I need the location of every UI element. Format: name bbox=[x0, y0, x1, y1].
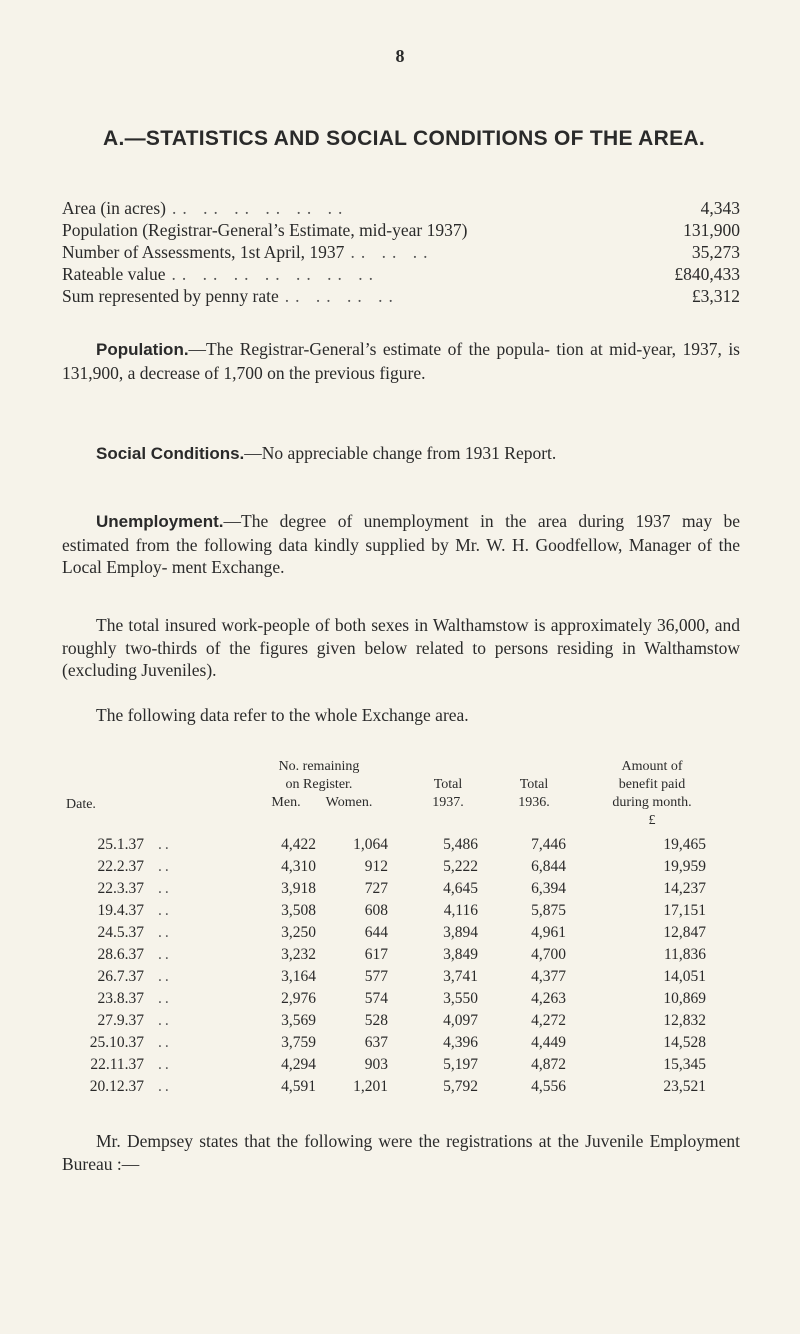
header-remaining-line2: on Register. bbox=[285, 777, 353, 792]
cell-total-1937: 3,550 bbox=[443, 990, 478, 1007]
table-row bbox=[62, 902, 742, 924]
cell-women: 727 bbox=[364, 880, 388, 897]
row-leader: .. bbox=[158, 1078, 172, 1095]
row-leader: .. bbox=[158, 1012, 172, 1029]
stat-value: £840,433 bbox=[674, 264, 740, 284]
row-leader: .. bbox=[158, 858, 172, 875]
exchange-paragraph: The following data refer to the whole Exchange area. bbox=[96, 705, 469, 725]
section-heading: A.—STATISTICS AND SOCIAL CONDITIONS OF THE AREA. bbox=[102, 127, 706, 150]
cell-date: 28.6.37 bbox=[97, 946, 144, 963]
cell-total-1936: 4,961 bbox=[531, 924, 566, 941]
cell-total-1936: 4,872 bbox=[531, 1056, 566, 1073]
stat-row-area bbox=[62, 198, 740, 220]
cell-total-1937: 4,645 bbox=[443, 880, 478, 897]
social-conditions-paragraph bbox=[62, 442, 740, 466]
header-benefit-line1: Amount of bbox=[621, 759, 683, 774]
cell-date: 24.5.37 bbox=[97, 924, 144, 941]
page-number: 8 bbox=[395, 46, 405, 66]
table-row bbox=[62, 1078, 742, 1100]
cell-women: 608 bbox=[364, 902, 388, 919]
cell-total-1937: 4,097 bbox=[443, 1012, 478, 1029]
header-men: Men. bbox=[271, 795, 301, 810]
cell-total-1937: 4,396 bbox=[443, 1034, 478, 1051]
statistics-list bbox=[62, 198, 740, 308]
cell-total-1936: 6,844 bbox=[531, 858, 566, 875]
table-row bbox=[62, 924, 742, 946]
cell-date: 23.8.37 bbox=[97, 990, 144, 1007]
stat-leader: .. .. .. .. .. .. .. bbox=[171, 264, 379, 284]
table-row bbox=[62, 990, 742, 1012]
cell-men: 2,976 bbox=[281, 990, 316, 1007]
cell-women: 644 bbox=[364, 924, 388, 941]
cell-men: 3,250 bbox=[281, 924, 316, 941]
cell-benefit: 11,836 bbox=[663, 946, 706, 963]
cell-date: 22.11.37 bbox=[90, 1056, 144, 1073]
cell-women: 903 bbox=[364, 1056, 388, 1073]
cell-men: 4,294 bbox=[281, 1056, 316, 1073]
cell-total-1937: 5,222 bbox=[443, 858, 478, 875]
header-total-1936-line2: 1936. bbox=[518, 795, 550, 810]
table-row bbox=[62, 1034, 742, 1056]
cell-total-1937: 5,792 bbox=[443, 1078, 478, 1095]
cell-benefit: 14,051 bbox=[663, 968, 706, 985]
closing-paragraph: Mr. Dempsey states that the following were the registrations at the Juvenile Employment Bureau :— bbox=[62, 1131, 740, 1174]
population-text: —The Registrar-General’s estimate of the popula- tion at mid-year, 1937, is 131,900, a decrease of 1,700 on the previous figure. bbox=[62, 339, 740, 383]
cell-benefit: 19,959 bbox=[663, 858, 706, 875]
stat-leader: .. .. .. bbox=[350, 242, 434, 262]
cell-benefit: 12,832 bbox=[663, 1012, 706, 1029]
cell-date: 19.4.37 bbox=[97, 902, 144, 919]
cell-women: 912 bbox=[364, 858, 388, 875]
cell-men: 3,918 bbox=[281, 880, 316, 897]
cell-women: 1,201 bbox=[353, 1078, 388, 1095]
row-leader: .. bbox=[158, 968, 172, 985]
cell-women: 617 bbox=[364, 946, 388, 963]
row-leader: .. bbox=[158, 946, 172, 963]
cell-benefit: 10,869 bbox=[663, 990, 706, 1007]
social-conditions-heading: Social Conditions. bbox=[96, 444, 245, 463]
cell-men: 4,422 bbox=[281, 836, 316, 853]
row-leader: .. bbox=[158, 902, 172, 919]
cell-date: 27.9.37 bbox=[97, 1012, 144, 1029]
cell-men: 3,759 bbox=[281, 1034, 316, 1051]
population-heading: Population. bbox=[96, 340, 189, 359]
cell-benefit: 19,465 bbox=[663, 836, 706, 853]
cell-total-1937: 5,486 bbox=[443, 836, 478, 853]
stat-value: 35,273 bbox=[691, 242, 740, 262]
cell-benefit: 23,521 bbox=[663, 1078, 706, 1095]
table-row bbox=[62, 858, 742, 880]
stat-label: Rateable value bbox=[62, 264, 166, 284]
stat-label: Area (in acres) bbox=[62, 198, 166, 218]
cell-total-1937: 3,894 bbox=[443, 924, 478, 941]
cell-total-1937: 5,197 bbox=[443, 1056, 478, 1073]
unemployment-text: —The degree of unemployment in the area during 1937 may be estimated from the following data kindly supplied by Mr. W. H. Goodfellow, Manager of the Local Employ- ment Exchange. bbox=[62, 511, 740, 577]
cell-women: 528 bbox=[364, 1012, 388, 1029]
header-remaining-line1: No. remaining bbox=[278, 759, 360, 774]
stat-label: Population (Registrar-General’s Estimate, mid-year 1937) bbox=[62, 220, 468, 240]
stat-label: Sum represented by penny rate bbox=[62, 286, 279, 306]
cell-date: 20.12.37 bbox=[89, 1078, 144, 1095]
row-leader: .. bbox=[158, 880, 172, 897]
cell-men: 4,310 bbox=[281, 858, 316, 875]
cell-date: 22.3.37 bbox=[97, 880, 144, 897]
cell-benefit: 17,151 bbox=[663, 902, 706, 919]
stat-value: 4,343 bbox=[700, 198, 740, 218]
cell-women: 577 bbox=[364, 968, 388, 985]
cell-total-1936: 6,394 bbox=[531, 880, 566, 897]
cell-women: 637 bbox=[364, 1034, 388, 1051]
cell-total-1936: 4,449 bbox=[531, 1034, 566, 1051]
header-total-1937-line1: Total bbox=[433, 777, 463, 792]
table-row bbox=[62, 880, 742, 902]
header-benefit-unit: £ bbox=[648, 813, 656, 828]
stat-row-assessments bbox=[62, 242, 740, 264]
header-women: Women. bbox=[325, 795, 373, 810]
cell-total-1936: 4,263 bbox=[531, 990, 566, 1007]
stat-row-rateable-value bbox=[62, 264, 740, 286]
cell-benefit: 12,847 bbox=[663, 924, 706, 941]
header-date: Date. bbox=[66, 797, 96, 812]
stat-row-population bbox=[62, 220, 740, 242]
unemployment-heading: Unemployment. bbox=[96, 512, 224, 531]
stat-value: 131,900 bbox=[683, 220, 740, 240]
table-row bbox=[62, 1056, 742, 1078]
table-row bbox=[62, 946, 742, 968]
header-benefit-line2: benefit paid bbox=[618, 777, 686, 792]
row-leader: .. bbox=[158, 990, 172, 1007]
table-row bbox=[62, 1012, 742, 1034]
stat-label: Number of Assessments, 1st April, 1937 bbox=[62, 242, 345, 262]
cell-men: 3,569 bbox=[281, 1012, 316, 1029]
table-row bbox=[62, 968, 742, 990]
social-conditions-text: —No appreciable change from 1931 Report. bbox=[244, 443, 557, 463]
cell-date: 25.10.37 bbox=[89, 1034, 144, 1051]
header-total-1936-line1: Total bbox=[519, 777, 549, 792]
row-leader: .. bbox=[158, 836, 172, 853]
cell-total-1936: 4,700 bbox=[531, 946, 566, 963]
stat-leader: .. .. .. .. .. .. bbox=[171, 198, 349, 218]
unemployment-paragraph bbox=[62, 510, 740, 579]
stat-row-penny-rate bbox=[62, 286, 740, 308]
cell-men: 3,164 bbox=[281, 968, 316, 985]
cell-benefit: 15,345 bbox=[663, 1056, 706, 1073]
cell-men: 4,591 bbox=[281, 1078, 316, 1095]
cell-men: 3,232 bbox=[281, 946, 316, 963]
cell-total-1936: 4,272 bbox=[531, 1012, 566, 1029]
cell-date: 25.1.37 bbox=[97, 836, 144, 853]
header-benefit-line3: during month. bbox=[612, 795, 692, 810]
population-paragraph bbox=[62, 338, 740, 384]
cell-women: 574 bbox=[364, 990, 388, 1007]
insured-paragraph: The total insured work-people of both sexes in Walthamstow is approximately 36,000, and roughly two-thirds of the figures given below related to persons residing in Walthamstow (excluding Juveniles). bbox=[62, 615, 740, 680]
cell-date: 26.7.37 bbox=[97, 968, 144, 985]
cell-date: 22.2.37 bbox=[97, 858, 144, 875]
cell-women: 1,064 bbox=[353, 836, 388, 853]
row-leader: .. bbox=[158, 1056, 172, 1073]
cell-benefit: 14,528 bbox=[663, 1034, 706, 1051]
row-leader: .. bbox=[158, 924, 172, 941]
header-total-1937-line2: 1937. bbox=[432, 795, 464, 810]
stat-value: £3,312 bbox=[691, 286, 740, 306]
table-row bbox=[62, 836, 742, 858]
cell-benefit: 14,237 bbox=[663, 880, 706, 897]
cell-total-1937: 4,116 bbox=[443, 902, 478, 919]
row-leader: .. bbox=[158, 1034, 172, 1051]
cell-total-1936: 7,446 bbox=[531, 836, 566, 853]
cell-total-1936: 5,875 bbox=[531, 902, 566, 919]
cell-total-1936: 4,377 bbox=[531, 968, 566, 985]
cell-men: 3,508 bbox=[281, 902, 316, 919]
stat-leader: .. .. .. .. bbox=[284, 286, 399, 306]
cell-total-1936: 4,556 bbox=[531, 1078, 566, 1095]
cell-total-1937: 3,741 bbox=[443, 968, 478, 985]
cell-total-1937: 3,849 bbox=[443, 946, 478, 963]
